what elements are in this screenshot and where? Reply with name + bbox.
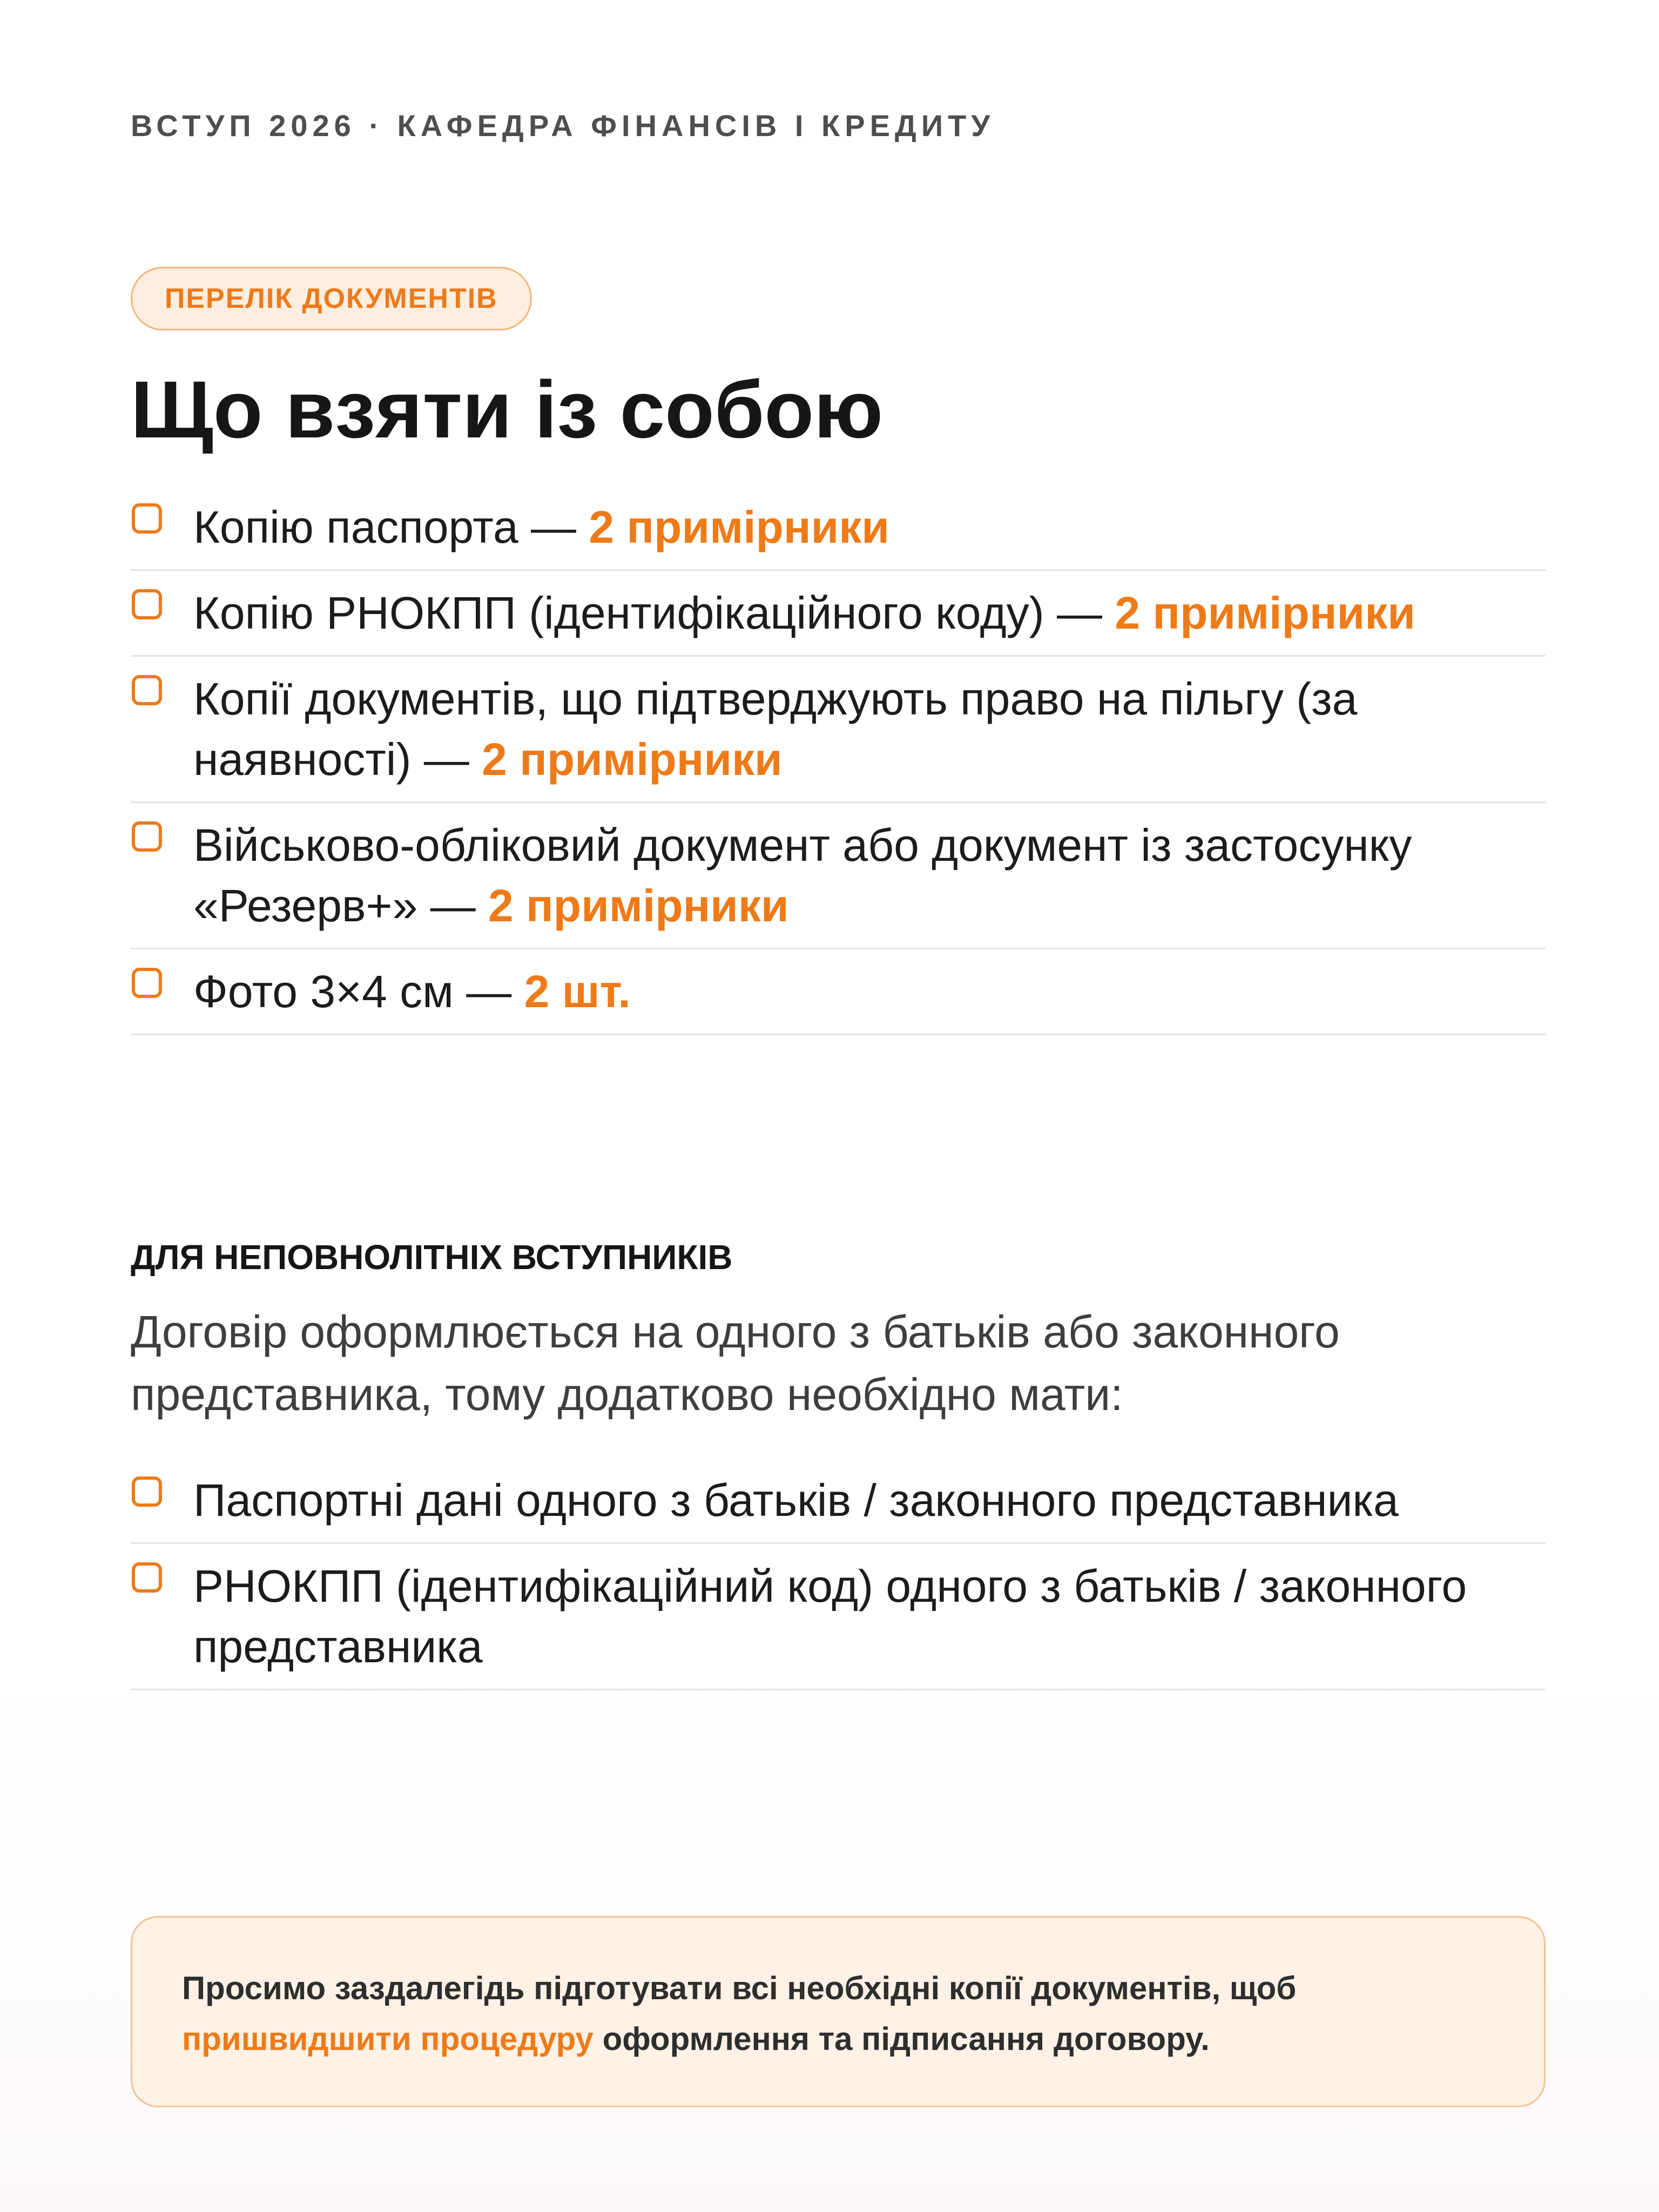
checkbox-icon[interactable]: [132, 675, 162, 705]
item-text: Фото 3×4 см —: [193, 966, 524, 1017]
minors-section-label: ДЛЯ НЕПОВНОЛІТНІХ ВСТУПНИКІВ: [131, 1238, 733, 1277]
checkbox-icon[interactable]: [132, 589, 162, 619]
checklist-item: [131, 571, 1546, 657]
item-text: РНОКПП (ідентифікаційний код) одного з батьків / законного представника: [193, 1561, 1467, 1672]
checkbox-icon[interactable]: [132, 968, 162, 998]
page-kicker: ВСТУП 2026 · КАФЕДРА ФІНАНСІВ І КРЕДИТУ: [131, 109, 995, 143]
item-text: Копію паспорта —: [193, 502, 589, 552]
checklist-item: [131, 803, 1546, 949]
item-text: Паспортні дані одного з батьків / законного представника: [193, 1475, 1399, 1526]
checkbox-icon[interactable]: [132, 1476, 162, 1507]
checkbox-icon[interactable]: [132, 503, 162, 534]
checkbox-icon[interactable]: [132, 821, 162, 852]
item-quantity: 2 примірники: [482, 734, 783, 785]
page-title: Що взяти із собою: [131, 364, 884, 455]
item-text: Копію РНОКПП (ідентифікаційного коду) —: [193, 588, 1115, 638]
item-quantity: 2 шт.: [524, 966, 631, 1017]
notice-text: Просимо заздалегідь підготувати всі необхідні копії документів, щоб: [182, 1970, 1297, 2006]
item-quantity: 2 примірники: [589, 502, 889, 552]
checkbox-icon[interactable]: [132, 1562, 162, 1593]
checklist-item: [131, 949, 1546, 1035]
document-page: [131, 0, 1546, 2212]
section-badge: ПЕРЕЛІК ДОКУМЕНТІВ: [131, 267, 532, 331]
item-quantity: 2 примірники: [488, 880, 789, 931]
minors-section-text: Договір оформлюється на одного з батьків або законного представника, тому додатково необхідно мати:: [131, 1306, 1340, 1420]
checklist-item: [131, 485, 1546, 571]
checklist-item: [131, 657, 1546, 803]
checklist-item: [131, 1458, 1546, 1544]
minors-checklist: [131, 1458, 1546, 1690]
notice-highlight: пришвидшити процедуру: [182, 2021, 594, 2057]
item-text: Військово-обліковий документ або документ із застосунку «Резерв+» —: [193, 820, 1412, 931]
item-quantity: 2 примірники: [1115, 588, 1415, 638]
notice-box: [131, 1916, 1546, 2107]
documents-checklist: [131, 485, 1546, 1035]
item-text: Копії документів, що підтверджують право на пільгу (за наявності) —: [193, 673, 1358, 785]
notice-text-end: оформлення та підписання договору.: [593, 2021, 1210, 2057]
checklist-item: [131, 1544, 1546, 1690]
